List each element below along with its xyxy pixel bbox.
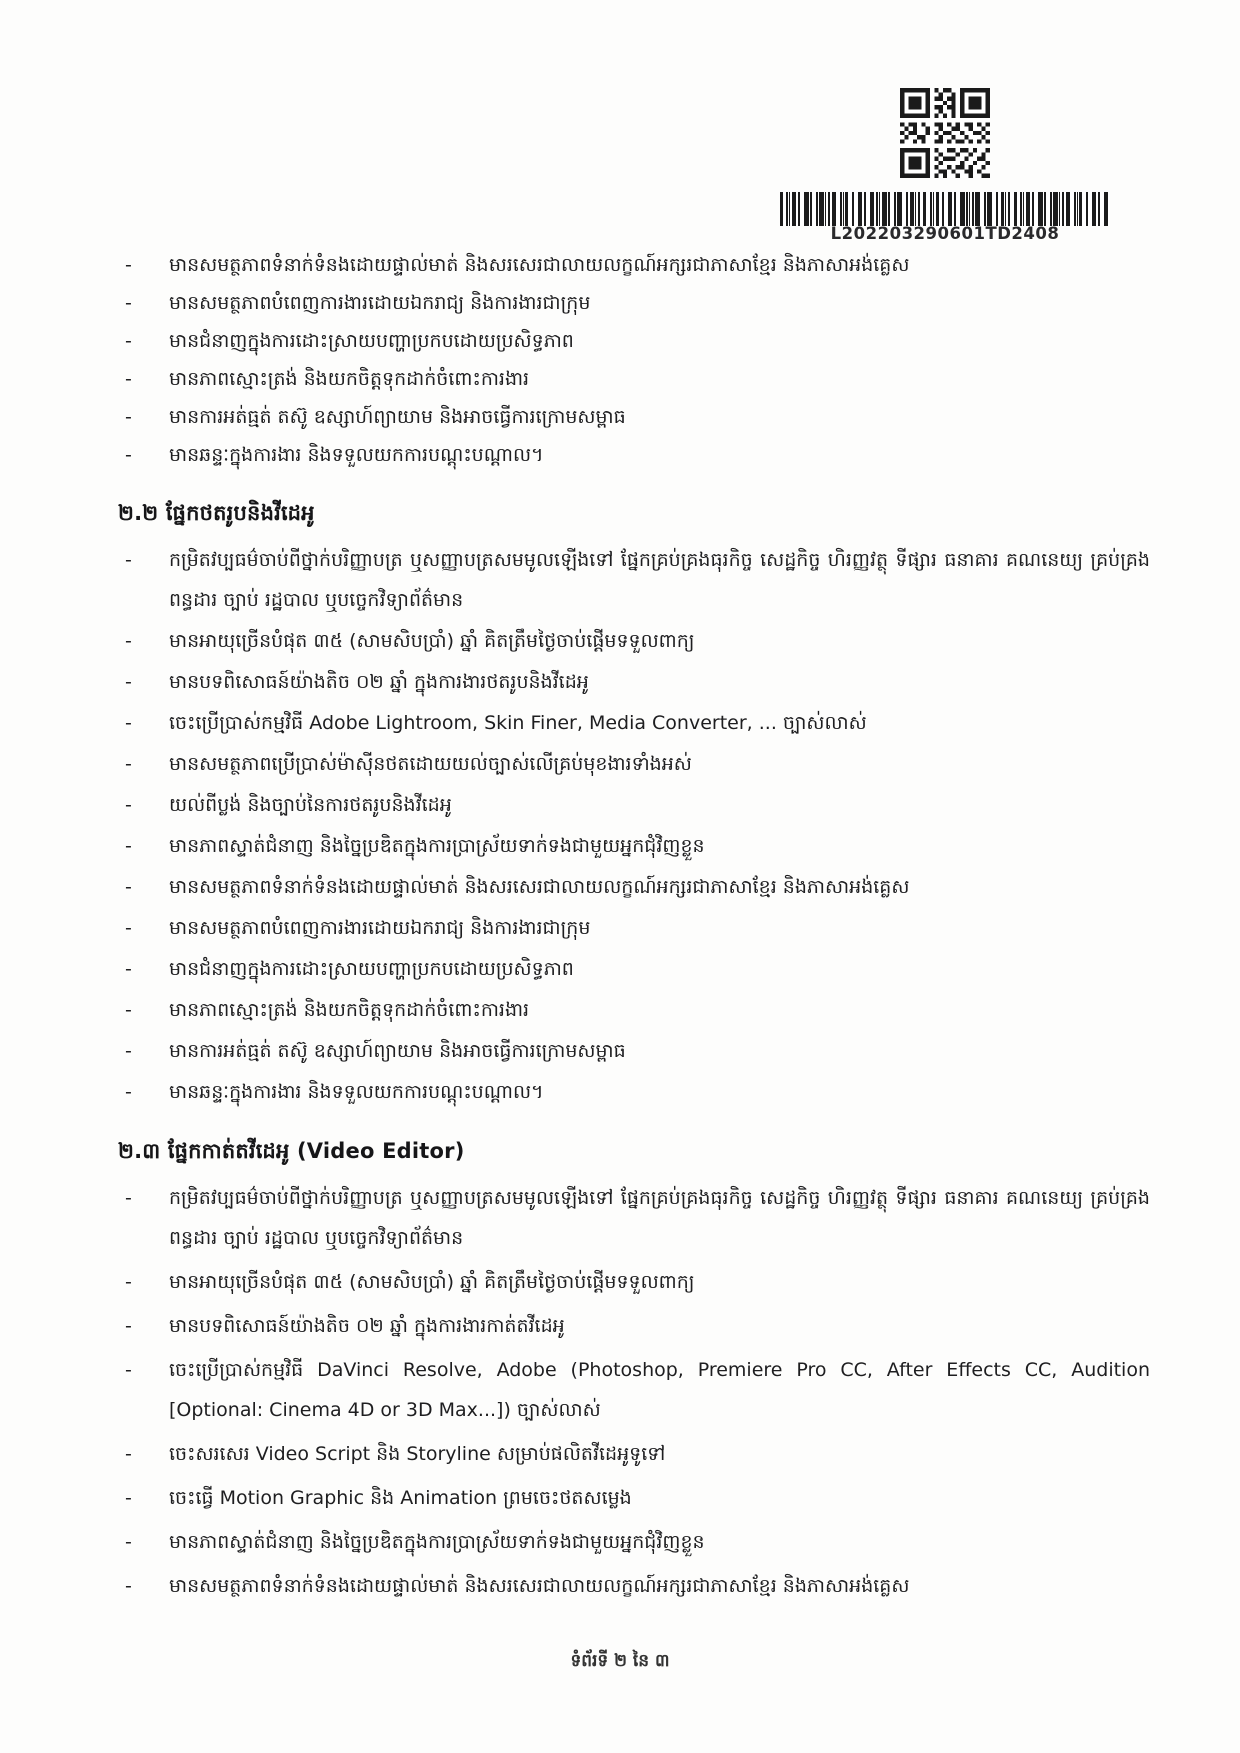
bullet-dash: - bbox=[125, 630, 132, 652]
list-item bbox=[122, 540, 1150, 620]
page-number: ទំព័រទី ២ នៃ ៣ bbox=[570, 1651, 670, 1671]
bullet-dash: - bbox=[125, 1040, 132, 1062]
barcode-icon bbox=[780, 192, 1110, 226]
section-2-2-title: ២.២ ផ្នែកថតរូបនិងវីដេអូ bbox=[118, 501, 315, 525]
list-item-text: មានជំនាញក្នុងការដោះស្រាយបញ្ហាប្រកបដោយប្រសិទ្ធភាព bbox=[169, 330, 574, 352]
list-item bbox=[122, 1522, 1150, 1562]
list-item bbox=[122, 1031, 1150, 1071]
section-2-3-title: ២.៣ ផ្នែកកាត់តវីដេអូ (Video Editor) bbox=[118, 1139, 465, 1163]
list-item bbox=[122, 1306, 1150, 1346]
list-item-text: មានសមត្ថភាពប្រើប្រាស់ម៉ាស៊ីនថតដោយយល់ច្បាស់លើគ្រប់មុខងារទាំងអស់ bbox=[169, 753, 692, 775]
bullet-dash: - bbox=[125, 1081, 132, 1103]
general-qualifications-list bbox=[122, 246, 1150, 474]
list-item-text: កម្រិតវប្បធម៌ចាប់ពីថ្នាក់បរិញ្ញាបត្រ ឬសញ្ញាបត្រសមមូលឡើងទៅ ផ្នែកគ្រប់គ្រងធុរកិច្ច សេដ្ឋកិច្ច ហិរញ្ញវត្ថុ ទីផ្សារ ធនាគារ គណនេយ្យ គ្រប់គ្រង ពន្ធដារ ច្បាប់ រដ្ឋបាល ឬបច្ចេកវិទ្យាព័ត៌មាន bbox=[169, 1187, 1150, 1249]
list-item-text: មានសមត្ថភាពទំនាក់ទំនងដោយផ្ទាល់មាត់ និងសរសេរជាលាយលក្ខណ៍អក្សរជាភាសាខ្មែរ និងភាសាអង់គ្លេស bbox=[169, 254, 910, 276]
list-item-text: ចេះប្រើប្រាស់កម្មវិធី DaVinci Resolve, Adobe (Photoshop, Premiere Pro CC, After Effects CC, Audition [Optional: Cinema 4D or 3D Max...]) ច្បាស់លាស់ bbox=[169, 1359, 1150, 1421]
list-item-text: មានសមត្ថភាពបំពេញការងារដោយឯករាជ្យ និងការងារជាក្រុម bbox=[169, 292, 591, 314]
list-item bbox=[122, 284, 1150, 322]
list-item bbox=[122, 1350, 1150, 1430]
list-item-text: មានឆន្ទៈក្នុងការងារ និងទទួលយកការបណ្ដុះបណ្ដាល។ bbox=[169, 1081, 544, 1103]
list-item-text: មានភាពស្ទាត់ជំនាញ និងច្នៃប្រឌិតក្នុងការប្រាស្រ័យទាក់ទងជាមួយអ្នកជុំវិញខ្លួន bbox=[169, 835, 705, 857]
bullet-dash: - bbox=[125, 292, 132, 314]
bullet-dash: - bbox=[125, 753, 132, 775]
bullet-dash: - bbox=[125, 406, 132, 428]
list-item-text: មានជំនាញក្នុងការដោះស្រាយបញ្ហាប្រកបដោយប្រសិទ្ធភាព bbox=[169, 958, 574, 980]
list-item-text: មានសមត្ថភាពបំពេញការងារដោយឯករាជ្យ និងការងារជាក្រុម bbox=[169, 917, 591, 939]
qr-code-icon bbox=[898, 88, 992, 178]
bullet-dash: - bbox=[125, 917, 132, 939]
list-item-text: មានអាយុច្រើនបំផុត ៣៥ (សាមសិបប្រាំ) ឆ្នាំ គិតត្រឹមថ្ងៃចាប់ផ្ដើមទទួលពាក្យ bbox=[169, 630, 695, 652]
bullet-dash: - bbox=[125, 1187, 132, 1209]
list-item-text: មានបទពិសោធន៍យ៉ាងតិច ០២ ឆ្នាំ ក្នុងការងារថតរូបនិងវីដេអូ bbox=[169, 671, 589, 693]
list-item bbox=[122, 322, 1150, 360]
bullet-dash: - bbox=[125, 254, 132, 276]
list-item-text: មានអាយុច្រើនបំផុត ៣៥ (សាមសិបប្រាំ) ឆ្នាំ គិតត្រឹមថ្ងៃចាប់ផ្ដើមទទួលពាក្យ bbox=[169, 1271, 695, 1293]
list-item bbox=[122, 1478, 1150, 1518]
list-item-text: យល់ពីប្លង់ និងច្បាប់នៃការថតរូបនិងវីដេអូ bbox=[169, 794, 452, 816]
list-item-text: កម្រិតវប្បធម៌ចាប់ពីថ្នាក់បរិញ្ញាបត្រ ឬសញ្ញាបត្រសមមូលឡើងទៅ ផ្នែកគ្រប់គ្រងធុរកិច្ច សេដ្ឋកិច្ច ហិរញ្ញវត្ថុ ទីផ្សារ ធនាគារ គណនេយ្យ គ្រប់គ្រង ពន្ធដារ ច្បាប់ រដ្ឋបាល ឬបច្ចេកវិទ្យាព័ត៌មាន bbox=[169, 549, 1150, 611]
list-item bbox=[122, 621, 1150, 661]
list-item-text: មានភាពស្ទាត់ជំនាញ និងច្នៃប្រឌិតក្នុងការប្រាស្រ័យទាក់ទងជាមួយអ្នកជុំវិញខ្លួន bbox=[169, 1531, 705, 1553]
list-item bbox=[122, 1178, 1150, 1258]
bullet-dash: - bbox=[125, 876, 132, 898]
bullet-dash: - bbox=[125, 671, 132, 693]
list-item bbox=[122, 867, 1150, 907]
list-item bbox=[122, 1072, 1150, 1112]
list-item-text: មានការអត់ធ្មត់ តស៊ូ ឧស្សាហ៍ព្យាយាម និងអាចធ្វើការក្រោមសម្ពាធ bbox=[169, 406, 626, 428]
list-item bbox=[122, 360, 1150, 398]
list-item bbox=[122, 785, 1150, 825]
bullet-dash: - bbox=[125, 712, 132, 734]
list-item-text: មានការអត់ធ្មត់ តស៊ូ ឧស្សាហ៍ព្យាយាម និងអាចធ្វើការក្រោមសម្ពាធ bbox=[169, 1040, 626, 1062]
list-item-text: មានឆន្ទៈក្នុងការងារ និងទទួលយកការបណ្ដុះបណ្ដាល។ bbox=[169, 444, 544, 466]
list-item-text: ចេះធ្វើ Motion Graphic និង Animation ព្រមចេះថតសម្លេង bbox=[169, 1487, 632, 1509]
list-item-text: ចេះប្រើប្រាស់កម្មវិធី Adobe Lightroom, Skin Finer, Media Converter, ... ច្បាស់លាស់ bbox=[169, 712, 867, 734]
list-item bbox=[122, 908, 1150, 948]
list-item bbox=[122, 744, 1150, 784]
list-item bbox=[122, 398, 1150, 436]
bullet-dash: - bbox=[125, 1443, 132, 1465]
list-item-text: មានភាពស្មោះត្រង់ និងយកចិត្តទុកដាក់ចំពោះការងារ bbox=[169, 999, 530, 1021]
list-item bbox=[122, 703, 1150, 743]
bullet-dash: - bbox=[125, 958, 132, 980]
list-item bbox=[122, 1262, 1150, 1302]
list-item bbox=[122, 1566, 1150, 1606]
section-2-2-list bbox=[122, 540, 1150, 1112]
list-item bbox=[122, 949, 1150, 989]
bullet-dash: - bbox=[125, 1531, 132, 1553]
list-item bbox=[122, 662, 1150, 702]
barcode-label: L202203290601TD2408 bbox=[830, 224, 1060, 243]
list-item bbox=[122, 246, 1150, 284]
bullet-dash: - bbox=[125, 549, 132, 571]
bullet-dash: - bbox=[125, 1359, 132, 1381]
bullet-dash: - bbox=[125, 1315, 132, 1337]
bullet-dash: - bbox=[125, 835, 132, 857]
list-item bbox=[122, 826, 1150, 866]
bullet-dash: - bbox=[125, 330, 132, 352]
section-2-3-list bbox=[122, 1178, 1150, 1606]
list-item-text: មានសមត្ថភាពទំនាក់ទំនងដោយផ្ទាល់មាត់ និងសរសេរជាលាយលក្ខណ៍អក្សរជាភាសាខ្មែរ និងភាសាអង់គ្លេស bbox=[169, 876, 910, 898]
bullet-dash: - bbox=[125, 1487, 132, 1509]
list-item bbox=[122, 1434, 1150, 1474]
bullet-dash: - bbox=[125, 368, 132, 390]
bullet-dash: - bbox=[125, 1271, 132, 1293]
list-item bbox=[122, 990, 1150, 1030]
list-item-text: មានបទពិសោធន៍យ៉ាងតិច ០២ ឆ្នាំ ក្នុងការងារកាត់តវីដេអូ bbox=[169, 1315, 565, 1337]
list-item-text: មានភាពស្មោះត្រង់ និងយកចិត្តទុកដាក់ចំពោះការងារ bbox=[169, 368, 530, 390]
list-item-text: ចេះសរសេរ Video Script និង Storyline សម្រាប់ផលិតវីដេអូទូទៅ bbox=[169, 1443, 666, 1465]
bullet-dash: - bbox=[125, 794, 132, 816]
bullet-dash: - bbox=[125, 999, 132, 1021]
bullet-dash: - bbox=[125, 1575, 132, 1597]
list-item-text: មានសមត្ថភាពទំនាក់ទំនងដោយផ្ទាល់មាត់ និងសរសេរជាលាយលក្ខណ៍អក្សរជាភាសាខ្មែរ និងភាសាអង់គ្លេស bbox=[169, 1575, 910, 1597]
bullet-dash: - bbox=[125, 444, 132, 466]
list-item bbox=[122, 436, 1150, 474]
document-content bbox=[0, 246, 1240, 1610]
